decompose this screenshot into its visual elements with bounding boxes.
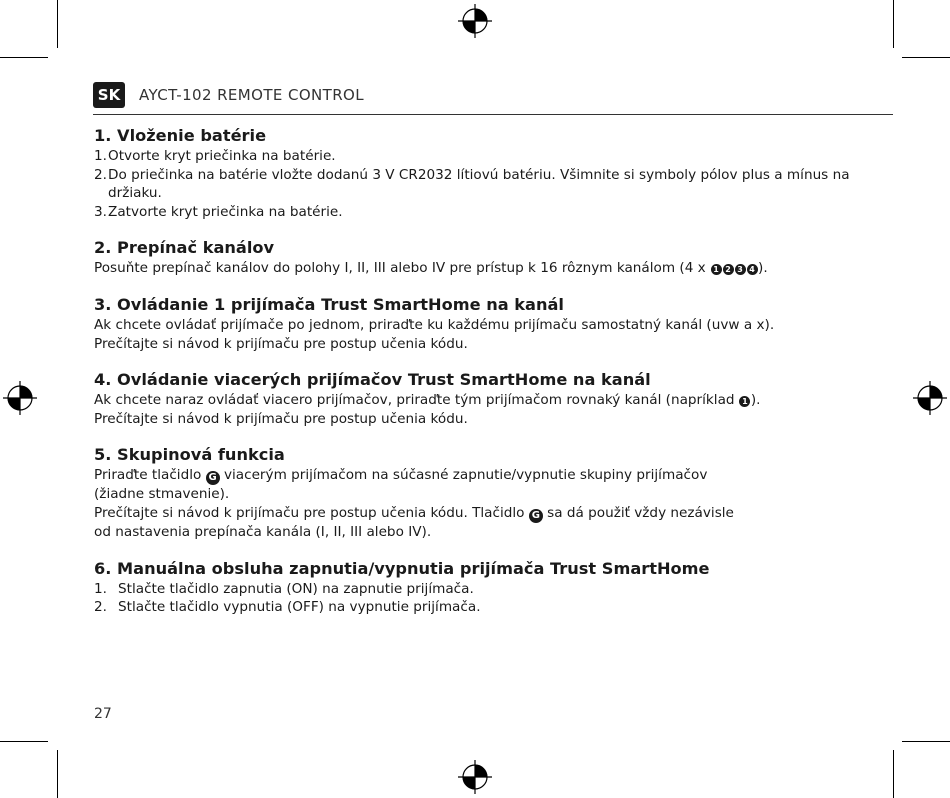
paragraph-text: viacerým prijímačom na súčasné zapnutie/vypnutie skupiny prijímačov: [219, 467, 708, 484]
list-number: 2.: [94, 166, 107, 183]
registration-mark-top-icon: [458, 4, 492, 38]
paragraph: [94, 504, 874, 523]
paragraph-text: ).: [758, 260, 768, 277]
channel-2-icon: 2: [723, 264, 734, 275]
paragraph-text: Ak chcete naraz ovládať viacero prijímačov, priraďte tým prijímačom rovnaký kanál (napríklad: [94, 392, 739, 409]
document-title: AYCT-102 REMOTE CONTROL: [139, 86, 365, 104]
section-manual-operation: [94, 558, 874, 617]
section-heading: 1. Vloženie batérie: [94, 126, 267, 145]
list-text: Stlačte tlačidlo zapnutia (ON) na zapnutie prijímača.: [118, 580, 474, 597]
crop-mark-top-right-vertical: [893, 0, 894, 48]
list-text: Stlačte tlačidlo vypnutia (OFF) na vypnutie prijímača.: [118, 599, 481, 616]
list-item: [94, 203, 874, 222]
group-button-icon: G: [206, 471, 220, 485]
list-item: [94, 147, 874, 166]
list-number: 3.: [94, 203, 107, 220]
language-badge: SK: [93, 82, 125, 108]
list-number: 1.: [94, 148, 107, 164]
section-channel-switch: [94, 237, 874, 278]
section-battery: [94, 125, 874, 221]
list-item: [94, 166, 874, 203]
section-heading: 2. Prepínač kanálov: [94, 238, 275, 258]
paragraph-text: Priraďte tlačidlo: [94, 467, 206, 484]
section-heading: 4. Ovládanie viacerých prijímačov Trust SmartHome na kanál: [94, 370, 651, 390]
paragraph-text: Prečítajte si návod k prijímaču pre postup učenia kódu. Tlačidlo: [94, 504, 529, 521]
section-heading: 5. Skupinová funkcia: [94, 445, 285, 465]
section-heading: 6. Manuálna obsluha zapnutia/vypnutia prijímača Trust SmartHome: [94, 558, 710, 578]
crop-mark-bottom-left-horizontal: [0, 741, 48, 742]
paragraph-text: sa dá použiť vždy nezávisle: [542, 504, 734, 521]
paragraph-text: Posuňte prepínač kanálov do polohy I, II, III alebo IV pre prístup k 16 rôznym kanálom (4 x: [94, 260, 711, 277]
channel-3-icon: 3: [735, 264, 746, 275]
paragraph: [94, 391, 874, 410]
crop-mark-top-left-horizontal: [0, 57, 48, 58]
page-header: [93, 82, 364, 108]
list-text: Otvorte kryt priečinka na batérie.: [108, 148, 336, 164]
manual-content: [94, 125, 874, 633]
paragraph: (žiadne stmavenie).: [94, 486, 230, 503]
paragraph: Prečítajte si návod k prijímaču pre postup učenia kódu.: [94, 410, 468, 427]
crop-mark-top-right-horizontal: [902, 57, 950, 58]
crop-mark-bottom-right-vertical: [893, 750, 894, 798]
registration-mark-left-icon: [3, 381, 37, 415]
registration-mark-bottom-icon: [458, 760, 492, 794]
group-button-icon: G: [529, 509, 543, 523]
paragraph: Ak chcete ovládať prijímače po jednom, priraďte ku každému prijímaču samostatný kanál (uvw a x).: [94, 316, 775, 333]
paragraph: [94, 466, 874, 485]
list-item: [94, 598, 874, 617]
paragraph: [94, 259, 874, 278]
crop-mark-top-left-vertical: [57, 0, 58, 48]
channel-1-icon: 1: [739, 396, 750, 407]
section-group-function: [94, 444, 874, 541]
registration-mark-right-icon: [913, 381, 947, 415]
list-text: Do priečinka na batérie vložte dodanú 3 V CR2032 lítiovú batériu. Všimnite si symboly pólov plus a mínus na držiaku.: [108, 166, 850, 202]
list-item: [94, 580, 874, 599]
crop-mark-bottom-left-vertical: [57, 750, 58, 798]
paragraph: Prečítajte si návod k prijímaču pre postup učenia kódu.: [94, 335, 468, 352]
section-single-receiver: [94, 294, 874, 353]
list-number: 1.: [94, 580, 107, 597]
section-heading: 3. Ovládanie 1 prijímača Trust SmartHome na kanál: [94, 294, 564, 314]
paragraph: od nastavenia prepínača kanála (I, II, III alebo IV).: [94, 523, 432, 540]
page-number: 27: [94, 706, 112, 722]
crop-mark-bottom-right-horizontal: [902, 741, 950, 742]
section-multiple-receivers: [94, 369, 874, 428]
paragraph-text: ).: [750, 392, 761, 409]
header-divider: [93, 114, 893, 115]
channel-4-icon: 4: [747, 264, 758, 275]
list-number: 2.: [94, 599, 107, 616]
channel-1-icon: 1: [711, 264, 722, 275]
list-text: Zatvorte kryt priečinka na batérie.: [108, 203, 343, 220]
